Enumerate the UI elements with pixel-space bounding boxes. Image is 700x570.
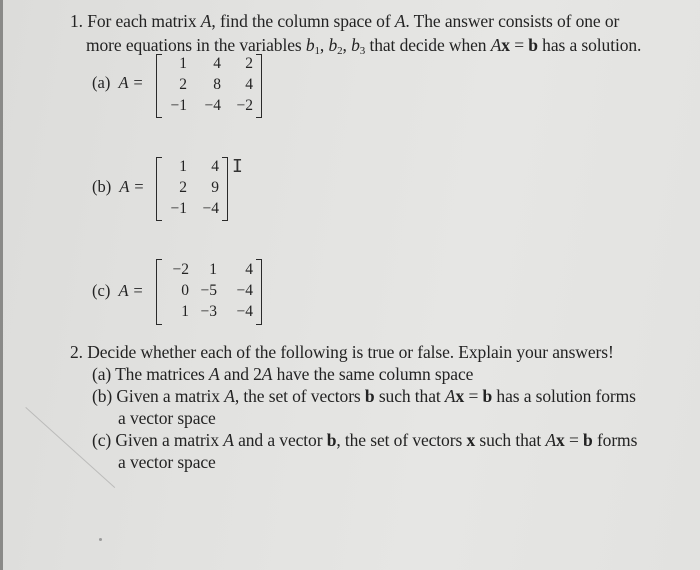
part-c-label: (c) A = (92, 281, 144, 300)
problem-2-number: 2. (70, 342, 83, 362)
problem-2-intro: 2. Decide whether each of the following is true or false. Explain your answers! (70, 342, 614, 362)
part-b-label: (b) A = (92, 177, 145, 196)
problem-1-line-2: more equations in the variables $b_1$, $b_2$, $b_3$ that decide when Ax = b has a solution. (86, 35, 642, 57)
problem-2-item-b-continuation: a vector space (118, 408, 216, 428)
text-cursor-icon: I (232, 156, 243, 177)
problem-2-item-c-continuation: a vector space (118, 452, 216, 472)
problem-2-item-a: (a) The matrices A and 2A have the same column space (92, 364, 474, 384)
part-a-label: (a) A = (92, 73, 144, 92)
matrix-a: 1 4 2 2 8 4 −1 −4 −2 (156, 54, 262, 118)
problem-1-number: 1. (70, 11, 83, 31)
paper-speck (99, 538, 102, 541)
problem-2-item-b: (b) Given a matrix A, the set of vectors b such that Ax = b has a solution forms (92, 386, 636, 406)
problem-2-item-c: (c) Given a matrix A and a vector b, the set of vectors x such that Ax = b forms (92, 430, 638, 450)
matrix-b: 1 4 2 9 −1 −4 (156, 157, 228, 221)
problem-1-line-1: 1. For each matrix A, find the column space of A. The answer consists of one or (70, 11, 620, 31)
matrix-c: −2 1 4 0 −5 −4 1 −3 −4 (156, 259, 262, 325)
